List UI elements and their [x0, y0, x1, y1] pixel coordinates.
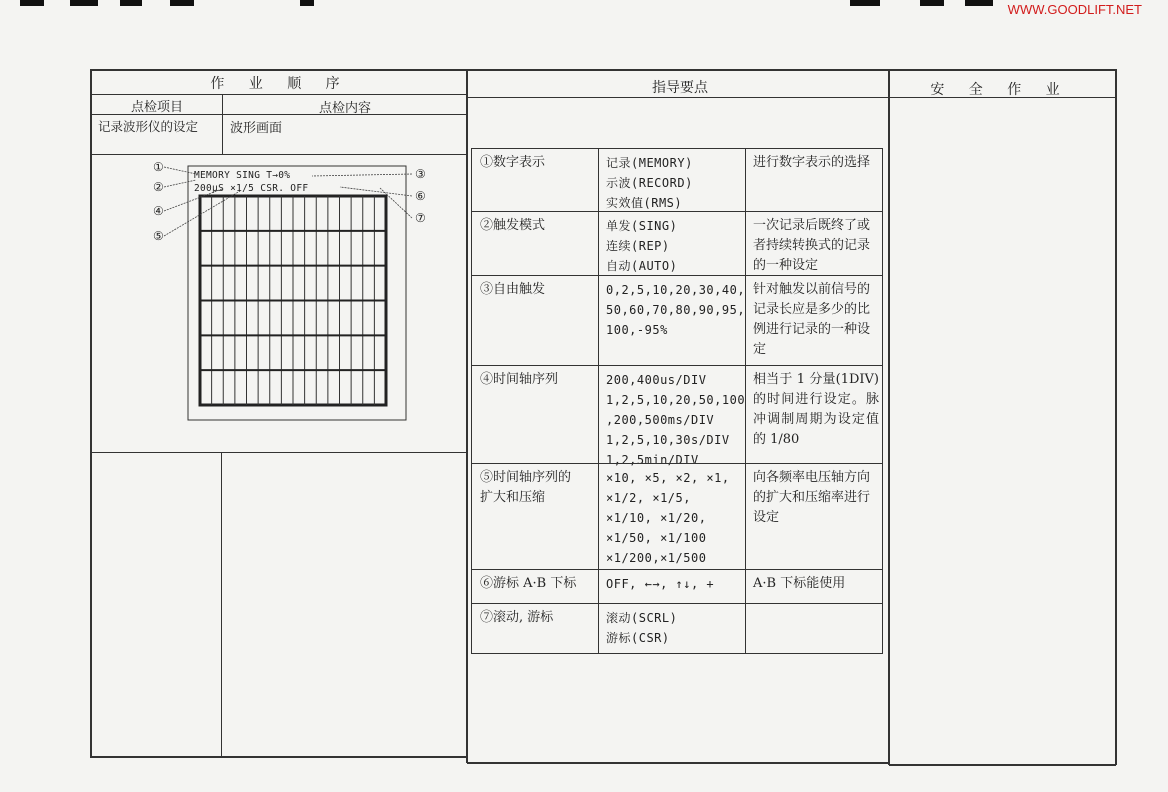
row-desc: 一次记录后既终了或者持续转换式的记录的一种设定 [753, 218, 871, 273]
callout-5: ⑤ [153, 229, 164, 243]
guidance-table [471, 148, 883, 654]
header-safety: 安 全 作 业 [930, 82, 1070, 98]
callout-2: ② [153, 180, 164, 194]
website-watermark: WWW.GOODLIFT.NET [1007, 2, 1142, 17]
callout-4: ④ [153, 204, 164, 218]
guidance-row [472, 463, 882, 570]
row-values: 记录(MEMORY) 示波(RECORD) 实效值(RMS) [606, 156, 693, 210]
callout-6: ⑥ [415, 189, 426, 203]
row-desc: A·B 下标能使用 [753, 576, 846, 591]
diagram-label-top: MEMORY SING T→0% [194, 170, 291, 181]
subheader-content: 点检内容 [318, 101, 371, 116]
guidance-row [472, 365, 882, 467]
row-desc: 相当于 1 分量(1DIV)的时间进行设定。脉冲调制周期为设定值的 1/80 [753, 372, 879, 447]
subheader-item: 点检项目 [130, 100, 183, 115]
row-values: 0,2,5,10,20,30,40, 50,60,70,80,90,95, 100,-95% [606, 283, 746, 337]
row-name: ①数字表示 [480, 155, 546, 170]
row-values: ×10, ×5, ×2, ×1, ×1/2, ×1/5, ×1/10, ×1/20, ×1/50, ×1/100 ×1/200,×1/500 [606, 471, 730, 565]
guidance-row [472, 275, 882, 366]
row-name: ③自由触发 [480, 282, 546, 297]
header-procedure: 作 业 顺 序 [210, 76, 350, 92]
row-desc: 向各频率电压轴方向的扩大和压缩率进行设定 [753, 470, 871, 525]
waveform-screen [150, 158, 450, 428]
guidance-row [472, 603, 882, 654]
guidance-row [472, 211, 882, 276]
callout-7: ⑦ [415, 211, 426, 225]
inspection-content: 波形画面 [230, 121, 283, 136]
row-name: ⑥游标 A·B 下标 [480, 576, 577, 591]
header-guidance: 指导要点 [652, 80, 708, 96]
row-values: 200,400us/DIV 1,2,5,10,20,50,100 ,200,500ms/DIV 1,2,5,10,30s/DIV 1,2,5min/DIV [606, 373, 746, 467]
diagram-label-bottom: 200μS ×1/5 CSR. OFF [194, 183, 309, 194]
scan-edge [0, 0, 1168, 6]
callout-1: ① [153, 160, 164, 174]
callout-3: ③ [415, 167, 426, 181]
row-desc: 针对触发以前信号的记录长应是多少的比例进行记录的一种设定 [753, 282, 871, 357]
row-desc: 进行数字表示的选择 [753, 155, 871, 170]
row-values: OFF, ←→, ↑↓, + [606, 577, 715, 591]
row-values: 单发(SING) 连续(REP) 自动(AUTO) [606, 219, 678, 273]
row-name: ②触发模式 [480, 218, 546, 233]
guidance-row [472, 569, 882, 604]
row-name: ④时间轴序列 [480, 372, 559, 387]
row-values: 滚动(SCRL) 游标(CSR) [606, 611, 678, 645]
inspection-item: 记录波形仪的设定 [98, 119, 199, 134]
row-name: ⑦滚动, 游标 [480, 610, 554, 625]
guidance-row [472, 149, 882, 211]
row-name: ⑤时间轴序列的 扩大和压缩 [480, 470, 572, 505]
waveform-diagram [150, 158, 450, 428]
